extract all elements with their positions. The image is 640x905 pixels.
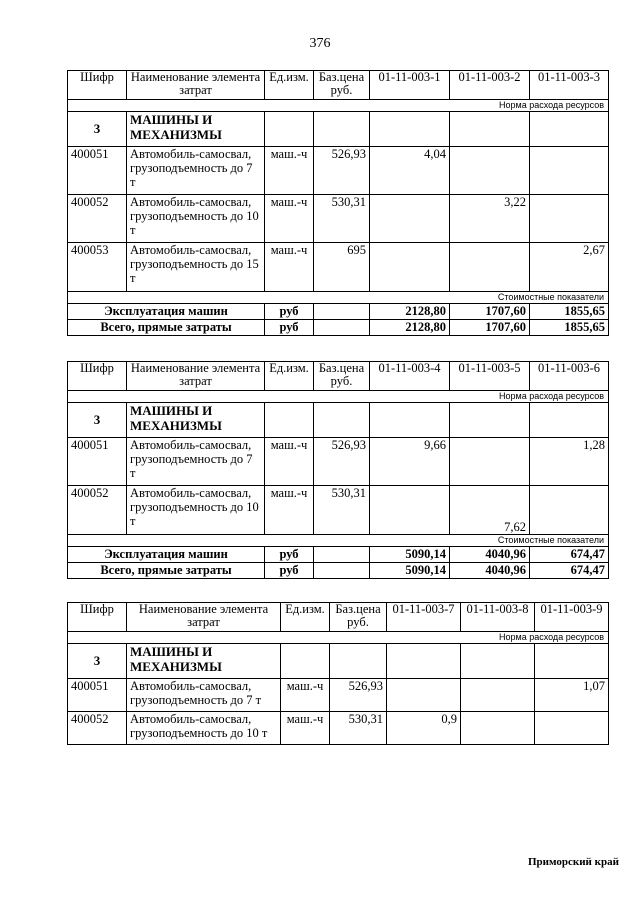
row-value <box>387 679 461 712</box>
row-code: 400052 <box>68 195 127 243</box>
row-value <box>530 486 609 535</box>
row-value <box>450 147 530 195</box>
page-number: 376 <box>309 36 331 51</box>
table-row <box>68 679 609 712</box>
row-name: Автомобиль-самосвал, грузоподъемность до 7 т <box>127 438 265 486</box>
row-value: 4,04 <box>370 147 450 195</box>
row-code: 400053 <box>68 243 127 292</box>
norm-label: Норма расхода ресурсов <box>68 100 609 112</box>
total-label: Всего, прямые затраты <box>68 320 265 336</box>
total-value: 4040,96 <box>450 563 530 579</box>
row-code: 400051 <box>68 147 127 195</box>
row-value: 3,22 <box>450 195 530 243</box>
row-name: Автомобиль-самосвал, грузоподъемность до 7 т <box>127 147 265 195</box>
table-row <box>68 712 609 745</box>
header-column: 01-11-003-3 <box>530 71 609 100</box>
row-code: 400052 <box>68 486 127 535</box>
header-code: Шифр <box>68 603 127 632</box>
total-value: 2128,80 <box>370 304 450 320</box>
row-unit: маш.-ч <box>265 147 314 195</box>
row-price: 526,93 <box>314 438 370 486</box>
row-price: 526,93 <box>330 679 387 712</box>
row-unit: маш.-ч <box>265 438 314 486</box>
total-value: 674,47 <box>530 547 609 563</box>
header-name: Наименование элемента затрат <box>127 362 265 391</box>
table-row <box>68 195 609 243</box>
row-value: 2,67 <box>530 243 609 292</box>
row-value <box>450 243 530 292</box>
row-value <box>535 712 609 745</box>
row-name: Автомобиль-самосвал, грузоподъемность до 15 т <box>127 243 265 292</box>
table-row <box>68 438 609 486</box>
row-unit: маш.-ч <box>265 243 314 292</box>
row-value <box>450 438 530 486</box>
section-title: МАШИНЫ И МЕХАНИЗМЫ <box>127 112 265 147</box>
row-price: 530,31 <box>314 195 370 243</box>
row-code: 400051 <box>68 438 127 486</box>
header-column: 01-11-003-6 <box>530 362 609 391</box>
header-name: Наименование элемента затрат <box>127 71 265 100</box>
row-price: 530,31 <box>330 712 387 745</box>
header-name: Наименование элемента затрат <box>127 603 281 632</box>
header-column: 01-11-003-8 <box>461 603 535 632</box>
total-value: 2128,80 <box>370 320 450 336</box>
row-name: Автомобиль-самосвал, грузоподъемность до 10 т <box>127 712 281 745</box>
row-unit: маш.-ч <box>281 712 330 745</box>
header-column: 01-11-003-9 <box>535 603 609 632</box>
header-column: 01-11-003-1 <box>370 71 450 100</box>
row-value <box>530 147 609 195</box>
row-unit: маш.-ч <box>265 486 314 535</box>
section-code: 3 <box>68 403 127 438</box>
row-value <box>461 679 535 712</box>
total-value: 1707,60 <box>450 304 530 320</box>
footer-region: Приморский край <box>528 856 619 868</box>
resource-table-3 <box>67 602 609 745</box>
total-unit: руб <box>265 320 314 336</box>
total-value: 4040,96 <box>450 547 530 563</box>
total-unit: руб <box>265 547 314 563</box>
table-row <box>68 147 609 195</box>
row-name: Автомобиль-самосвал, грузоподъемность до 10 т <box>127 195 265 243</box>
row-name: Автомобиль-самосвал, грузоподъемность до 10 т <box>127 486 265 535</box>
norm-label: Норма расхода ресурсов <box>68 632 609 644</box>
total-label: Всего, прямые затраты <box>68 563 265 579</box>
row-name: Автомобиль-самосвал, грузоподъемность до 7 т <box>127 679 281 712</box>
total-value: 5090,14 <box>370 563 450 579</box>
header-code: Шифр <box>68 362 127 391</box>
row-value: 1,28 <box>530 438 609 486</box>
header-price: Баз.цена руб. <box>330 603 387 632</box>
table-row <box>68 486 609 535</box>
total-row <box>68 547 609 563</box>
total-unit: руб <box>265 304 314 320</box>
total-row <box>68 563 609 579</box>
row-unit: маш.-ч <box>281 679 330 712</box>
row-price: 695 <box>314 243 370 292</box>
header-column: 01-11-003-7 <box>387 603 461 632</box>
total-row <box>68 320 609 336</box>
header-column: 01-11-003-2 <box>450 71 530 100</box>
row-value: 9,66 <box>370 438 450 486</box>
row-value: 7,62 <box>450 486 530 535</box>
section-code: 3 <box>68 644 127 679</box>
header-unit: Ед.изм. <box>281 603 330 632</box>
row-unit: маш.-ч <box>265 195 314 243</box>
section-code: 3 <box>68 112 127 147</box>
row-price: 526,93 <box>314 147 370 195</box>
norm-label: Норма расхода ресурсов <box>68 391 609 403</box>
header-code: Шифр <box>68 71 127 100</box>
header-price: Баз.цена руб. <box>314 71 370 100</box>
total-value: 1855,65 <box>530 304 609 320</box>
row-code: 400052 <box>68 712 127 745</box>
row-value: 0,9 <box>387 712 461 745</box>
table-row <box>68 243 609 292</box>
total-value: 1707,60 <box>450 320 530 336</box>
cost-label: Стоимостные показатели <box>68 535 609 547</box>
row-price: 530,31 <box>314 486 370 535</box>
row-value <box>370 486 450 535</box>
header-price: Баз.цена руб. <box>314 362 370 391</box>
total-label: Эксплуатация машин <box>68 304 265 320</box>
total-label: Эксплуатация машин <box>68 547 265 563</box>
total-value: 1855,65 <box>530 320 609 336</box>
total-unit: руб <box>265 563 314 579</box>
row-value: 1,07 <box>535 679 609 712</box>
total-value: 674,47 <box>530 563 609 579</box>
row-value <box>370 195 450 243</box>
total-value: 5090,14 <box>370 547 450 563</box>
header-column: 01-11-003-4 <box>370 362 450 391</box>
resource-table-2 <box>67 361 609 579</box>
section-title: МАШИНЫ И МЕХАНИЗМЫ <box>127 644 281 679</box>
header-unit: Ед.изм. <box>265 71 314 100</box>
row-value <box>461 712 535 745</box>
resource-table-1 <box>67 70 609 336</box>
header-unit: Ед.изм. <box>265 362 314 391</box>
cost-label: Стоимостные показатели <box>68 292 609 304</box>
total-row <box>68 304 609 320</box>
row-value <box>370 243 450 292</box>
header-column: 01-11-003-5 <box>450 362 530 391</box>
section-title: МАШИНЫ И МЕХАНИЗМЫ <box>127 403 265 438</box>
row-value <box>530 195 609 243</box>
row-code: 400051 <box>68 679 127 712</box>
